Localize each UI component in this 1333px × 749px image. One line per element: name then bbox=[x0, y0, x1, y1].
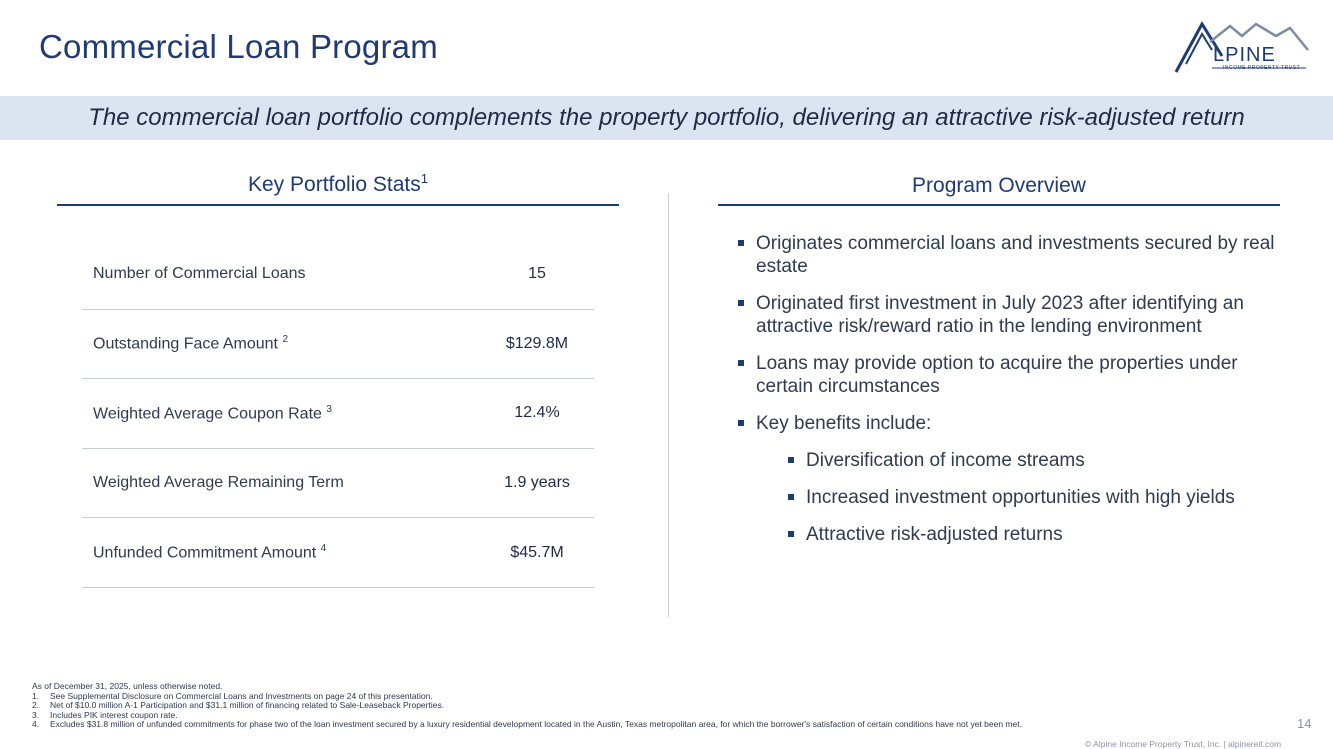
bullet-item bbox=[738, 412, 1278, 435]
stats-title-sup: 1 bbox=[420, 171, 428, 186]
stat-row bbox=[82, 379, 594, 449]
stat-value: 15 bbox=[528, 265, 546, 283]
square-bullet-icon bbox=[788, 494, 794, 500]
footnote-text: Includes PIK interest coupon rate. bbox=[50, 709, 178, 720]
stat-value: 1.9 years bbox=[504, 474, 570, 492]
sub-bullet-text: Attractive risk-adjusted returns bbox=[806, 524, 1063, 545]
sub-bullet-text: Diversification of income streams bbox=[806, 450, 1085, 471]
bullet-text: Key benefits include: bbox=[756, 413, 932, 434]
sub-bullet-item bbox=[788, 449, 1278, 472]
stat-label bbox=[82, 404, 480, 423]
stats-title-text: Key Portfolio Stats bbox=[248, 173, 421, 196]
stats-section-title bbox=[57, 171, 619, 197]
stat-label-sup: 4 bbox=[320, 543, 327, 554]
stat-label-sup: 3 bbox=[326, 403, 332, 415]
footnote-number: 4. bbox=[32, 719, 40, 730]
footnote-intro: As of December 31, 2025, unless otherwise noted. bbox=[32, 681, 223, 691]
footnote-item bbox=[32, 720, 1022, 730]
sub-bullet-item bbox=[788, 486, 1278, 509]
stat-label bbox=[82, 334, 480, 353]
footnote-text: Net of $10.0 million A-1 Participation and $31.1 million of financing related to Sale-Leaseback Properties. bbox=[50, 700, 445, 711]
stat-value: $129.8M bbox=[505, 334, 569, 352]
square-bullet-icon bbox=[788, 457, 794, 463]
stat-value: 12.4% bbox=[514, 404, 560, 422]
logo-text: LPINE bbox=[1213, 44, 1276, 66]
stat-label-sup: 2 bbox=[282, 334, 289, 346]
stat-row bbox=[82, 449, 594, 519]
stat-label-text: Unfunded Commitment Amount bbox=[93, 544, 317, 562]
overview-section-title: Program Overview bbox=[912, 174, 1086, 197]
footnote-text: Excludes $31.8 million of unfunded commitments for phase two of the loan investment secured by a luxury residential development located in the Austin, Texas metropolitan area, for which the borrower's satisfaction of certain conditions have not yet been met. bbox=[50, 719, 1022, 730]
stat-row bbox=[82, 518, 594, 588]
bullet-text: Originated first investment in July 2023 after identifying an attractive risk/reward ratio in the lending environment bbox=[756, 293, 1244, 337]
footnote-number: 3. bbox=[32, 709, 40, 720]
footnote-number: 2. bbox=[32, 700, 40, 711]
stat-label-text: Weighted Average Remaining Term bbox=[93, 474, 344, 492]
stat-label bbox=[82, 543, 480, 562]
bullet-item bbox=[738, 292, 1278, 338]
stats-table bbox=[82, 240, 594, 588]
footnote-text: See Supplemental Disclosure on Commercial Loans and Investments on page 24 of this presentation. bbox=[50, 690, 433, 701]
stats-title-rule bbox=[57, 204, 619, 206]
page-number: 14 bbox=[1297, 716, 1312, 731]
bullet-text: Loans may provide option to acquire the properties under certain circumstances bbox=[756, 353, 1238, 397]
stat-value: $45.7M bbox=[510, 543, 564, 561]
stat-label-text: Weighted Average Coupon Rate bbox=[93, 405, 322, 423]
stat-row bbox=[82, 240, 594, 310]
banner-text: The commercial loan portfolio complements the property portfolio, delivering an attractive risk-adjusted return bbox=[88, 104, 1245, 131]
square-bullet-icon bbox=[738, 300, 744, 306]
footnote-number: 1. bbox=[32, 690, 40, 701]
sub-bullet-item bbox=[788, 523, 1278, 546]
column-divider bbox=[668, 193, 669, 617]
slide-title: Commercial Loan Program bbox=[39, 28, 438, 65]
bullet-text: Originates commercial loans and investments secured by real estate bbox=[756, 233, 1275, 277]
copyright-text: © Alpine Income Property Trust, Inc. | alpinereit.com bbox=[1085, 739, 1282, 749]
footnote-item bbox=[32, 701, 1022, 711]
square-bullet-icon bbox=[738, 420, 744, 426]
square-bullet-icon bbox=[738, 360, 744, 366]
square-bullet-icon bbox=[788, 531, 794, 537]
bullet-item bbox=[738, 352, 1278, 398]
stat-label-text: Number of Commercial Loans bbox=[93, 265, 306, 283]
stat-label bbox=[82, 265, 480, 283]
footnotes bbox=[32, 682, 1022, 730]
overview-bullets bbox=[738, 232, 1278, 560]
overview-title-rule bbox=[718, 204, 1280, 206]
square-bullet-icon bbox=[738, 240, 744, 246]
bullet-item bbox=[738, 232, 1278, 278]
stat-label bbox=[82, 474, 480, 492]
stat-row bbox=[82, 310, 594, 380]
logo-subtext: INCOME PROPERTY TRUST bbox=[1223, 65, 1301, 71]
stat-label-text: Outstanding Face Amount bbox=[93, 335, 278, 353]
sub-bullet-text: Increased investment opportunities with high yields bbox=[806, 487, 1235, 508]
